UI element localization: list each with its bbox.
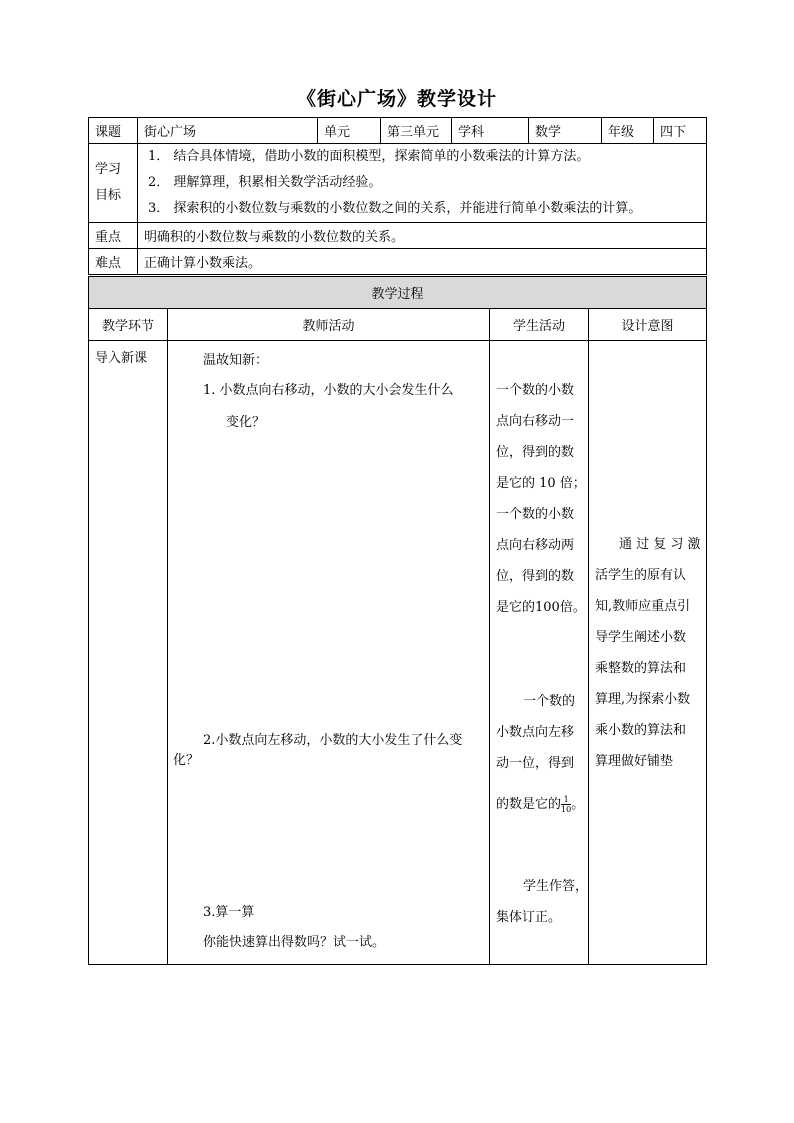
intent-line: 通 过 复 习 激 (619, 537, 701, 552)
student-left-line: 一个数的 (523, 694, 576, 709)
student-line: 位，得到的数 (496, 445, 575, 460)
process-header: 教学过程 (89, 277, 707, 309)
info-table (88, 117, 707, 275)
student-line: 点向右移动两 (496, 538, 575, 553)
goals-row (89, 144, 707, 223)
process-header-row (89, 277, 707, 309)
student-line: 一个数的小数 (496, 507, 575, 522)
topic-value: 街心广场 (138, 118, 318, 144)
goals-label (89, 144, 138, 223)
grade-value: 四下 (654, 118, 707, 144)
question-3-line-1: 3.算一算 (203, 905, 255, 920)
subject-value: 数学 (529, 118, 602, 144)
student-line: 是它的 10 倍； (496, 476, 586, 491)
difficulty-text: 正确计算小数乘法。 (138, 249, 707, 275)
goal-item: 2． 理解算理，积累相关数学活动经验。 (148, 175, 382, 190)
col-teacher-header: 教师活动 (168, 309, 490, 341)
unit-value: 第三单元 (381, 118, 452, 144)
goal-item: 1． 结合具体情境，借助小数的面积模型，探索简单的小数乘法的计算方法。 (148, 149, 590, 164)
student-fraction-prefix: 的数是它的 (496, 797, 562, 812)
intent-line: 知,教师应重点引 (595, 599, 691, 614)
col-stage-header: 教学环节 (89, 309, 168, 341)
one-tenth-fraction (561, 795, 571, 814)
col-intent-header: 设计意图 (589, 309, 707, 341)
question-2-line-1: 2.小数点向左移动，小数的大小发生了什么变 (203, 733, 463, 748)
student-activity-cell (490, 341, 589, 965)
question-3-line-2: 你能快速算出得数吗？试一试。 (203, 935, 386, 950)
teacher-activity-cell (168, 341, 490, 965)
key-point-text: 明确积的小数位数与乘数的小数位数的关系。 (138, 223, 707, 249)
design-intent-cell (589, 341, 707, 965)
col-student-header: 学生活动 (490, 309, 589, 341)
info-row (89, 118, 707, 144)
student-fraction-suffix: 。 (571, 797, 585, 812)
question-2-line-2: 化？ (173, 753, 200, 768)
fraction-denominator: 10 (561, 805, 572, 814)
student-line: 位，得到的数 (496, 569, 575, 584)
unit-label: 单元 (318, 118, 381, 144)
intent-line: 乘小数的算法和 (595, 723, 687, 738)
process-table (88, 276, 707, 965)
student-line: 点向右移动一 (496, 414, 575, 429)
review-heading: 温故知新： (203, 353, 269, 368)
student-answer-line: 集体订正。 (496, 910, 562, 925)
document-title: 《街心广场》教学设计 (296, 88, 497, 110)
question-1-line-1: 1. 小数点向右移动，小数的大小会发生什么 (203, 383, 454, 398)
difficulty-label: 难点 (89, 249, 138, 275)
student-line: 是它的100倍。 (496, 600, 586, 615)
student-left-line: 动一位，得到 (496, 756, 575, 771)
goals-label-line-1: 学习 (95, 162, 122, 177)
column-header-row (89, 309, 707, 341)
intent-line: 算理做好铺垫 (595, 754, 674, 769)
stage-cell (89, 341, 168, 965)
intro-row (89, 341, 707, 965)
key-point-label: 重点 (89, 223, 138, 249)
student-left-line: 小数点向左移 (496, 725, 575, 740)
subject-label: 学科 (452, 118, 529, 144)
difficulty-row (89, 249, 707, 275)
intent-line: 乘整数的算法和 (595, 661, 687, 676)
key-point-row (89, 223, 707, 249)
question-1-line-2: 变化？ (226, 415, 266, 430)
intent-line: 算理,为探索小数 (595, 692, 691, 707)
grade-label: 年级 (602, 118, 654, 144)
student-fraction-line (496, 793, 584, 814)
topic-label: 课题 (89, 118, 138, 144)
intent-line: 活学生的原有认 (595, 568, 687, 583)
stage-label: 导入新课 (95, 351, 148, 366)
fraction-numerator: 1 (561, 795, 571, 805)
goals-label-line-2: 目标 (95, 188, 122, 203)
student-answer-line: 学生作答， (523, 879, 589, 894)
goals-list (138, 144, 707, 223)
student-line: 一个数的小数 (496, 383, 575, 398)
intent-line: 导学生阐述小数 (595, 630, 687, 645)
goal-item: 3． 探索积的小数位数与乘数的小数位数之间的关系，并能进行简单小数乘法的计算。 (148, 201, 642, 216)
